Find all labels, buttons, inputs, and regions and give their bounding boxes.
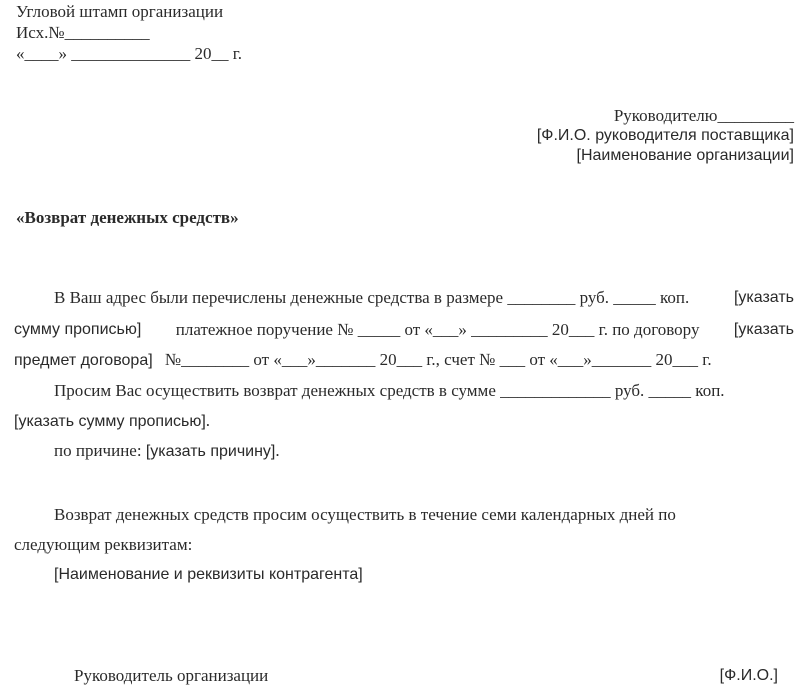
p1-field-b: сумму прописью] (14, 321, 142, 338)
signature-name-field: [Ф.И.О.] (719, 667, 778, 684)
corner-stamp-label: Угловой штамп организации (16, 2, 224, 21)
p1-text-a: В Ваш адрес были перечислены денежные средства в размере ________ руб. _____ коп. (54, 288, 690, 307)
p1-text-c: №________ от «___»_______ 20___ г., счет № ___ от «___»_______ 20___ г. (164, 350, 712, 369)
p1-field-b2: [указать (733, 321, 794, 338)
body-paragraph-1-line-3 (14, 350, 712, 371)
supplier-head-field: [Ф.И.О. руководителя поставщика] (536, 127, 794, 144)
body-paragraph-1-line-1 (54, 288, 794, 308)
p2-text-b: . (205, 411, 211, 430)
body-paragraph-3 (54, 441, 280, 462)
signature-label: Руководитель организации (74, 666, 269, 685)
counterparty-field: [Наименование и реквизиты контрагента] (54, 566, 363, 583)
p1-text-b: платежное поручение № _____ от «___» _________ 20___ г. по договору (175, 320, 700, 339)
organization-name-field: [Наименование организации] (576, 147, 794, 164)
letter-subject: «Возврат денежных средств» (16, 208, 239, 227)
p3-text-b: . (275, 441, 280, 460)
p3-field: [указать причину] (145, 443, 276, 460)
addressee-head: Руководителю_________ (613, 106, 794, 125)
outgoing-number: Исх.№__________ (16, 23, 150, 42)
header-date-line: «____» ______________ 20__ г. (16, 44, 243, 63)
p1-field-a: [указать (733, 289, 794, 306)
body-paragraph-4-line-1: Возврат денежных средств просим осуществить в течение семи календарных дней по (54, 505, 676, 524)
p2-field-b: [указать сумму прописью] (14, 413, 206, 430)
p1-field-c: предмет договора] (14, 352, 153, 369)
body-paragraph-4-line-2: следующим реквизитам: (14, 535, 193, 554)
body-paragraph-1-line-2 (14, 320, 794, 340)
body-paragraph-2-line-2 (14, 411, 210, 432)
body-paragraph-2-line-1: Просим Вас осуществить возврат денежных средств в сумме _____________ руб. _____ коп. (54, 381, 725, 400)
p3-text-a: по причине: (54, 441, 142, 460)
